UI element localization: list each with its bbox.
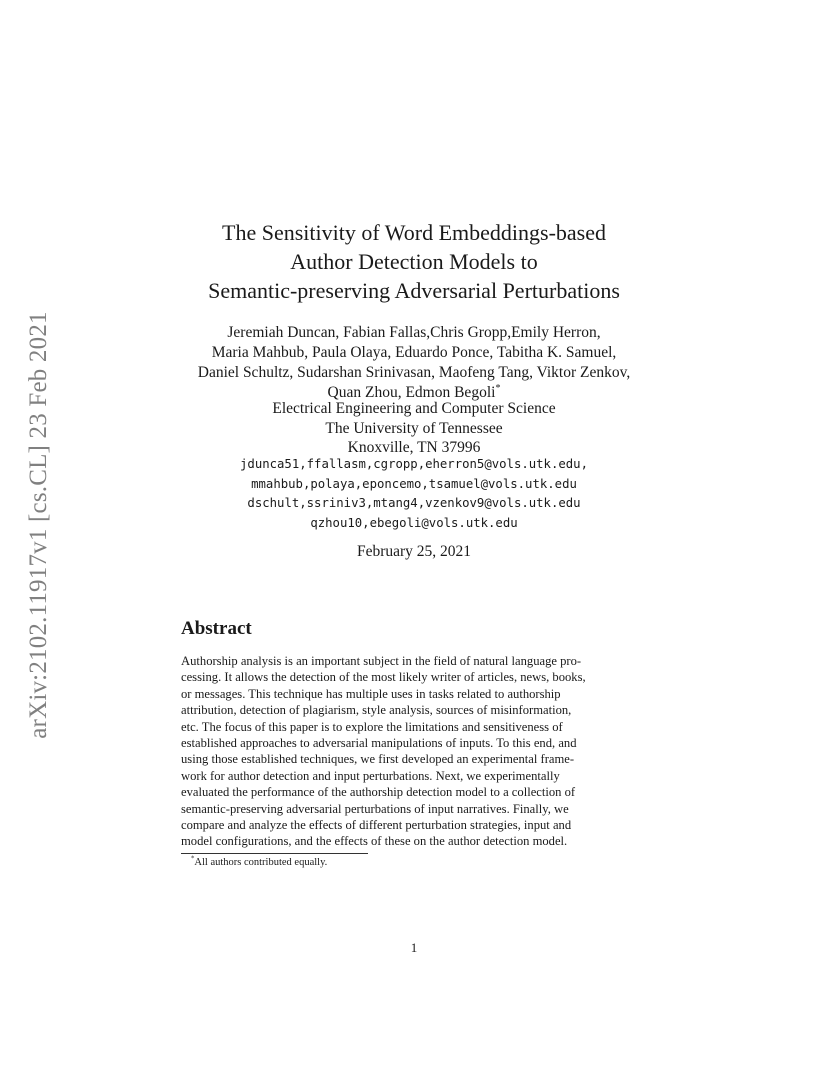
abstract-line: work for author detection and input perturbations. Next, we experimentally [181, 768, 560, 783]
abstract-line: model configurations, and the effects of these on the author detection model. [181, 834, 568, 849]
email-line: dschult,ssriniv3,mtang4,vzenkov9@vols.utk.edu [247, 496, 581, 510]
footnote-text: All authors contributed equally. [194, 857, 328, 868]
affiliation-department: Electrical Engineering and Computer Science [272, 400, 556, 417]
publication-date: February 25, 2021 [356, 543, 472, 560]
affiliation [0, 399, 828, 458]
author-footnote-mark: * [495, 382, 501, 394]
affiliation-location: Knoxville, TN 37996 [347, 439, 481, 456]
abstract-line: established approaches to adversarial manipulations of inputs. To this end, and [181, 736, 577, 751]
abstract-body [181, 653, 647, 850]
affiliation-university: The University of Tennessee [325, 419, 503, 437]
title-line: The Sensitivity of Word Embeddings-based [222, 220, 606, 245]
abstract-line: or messages. This technique has multiple uses in tasks related to authorship [181, 686, 561, 701]
email-line: mmahbub,polaya,eponcemo,tsamuel@vols.utk.edu [251, 476, 577, 491]
title-line: Semantic-preserving Adversarial Perturbations [208, 278, 620, 303]
abstract-line: evaluated the performance of the authorship detection model to a collection of [181, 785, 576, 800]
footnote-mark: * [191, 855, 195, 863]
email-line: qzhou10,ebegoli@vols.utk.edu [310, 515, 518, 530]
paper-title [0, 218, 828, 305]
author-line-text: Quan Zhou, Edmon Begoli [327, 384, 496, 401]
abstract-line: using those established techniques, we first developed an experimental frame- [181, 752, 575, 767]
abstract-line: Authorship analysis is an important subject in the field of natural language pro- [181, 654, 582, 668]
footnote-divider [181, 853, 368, 854]
email-line: jdunca51,ffallasm,cgropp,eherron5@vols.utk.edu, [240, 457, 588, 471]
footnote [191, 857, 327, 868]
abstract-line: attribution, detection of plagiarism, style analysis, sources of misinformation, [181, 703, 572, 718]
author-line: Daniel Schultz, Sudarshan Srinivasan, Maofeng Tang, Viktor Zenkov, [197, 364, 631, 381]
abstract-heading: Abstract [181, 618, 252, 639]
email-list [0, 455, 828, 533]
abstract-line: semantic-preserving adversarial perturbations of input narratives. Finally, we [181, 801, 569, 816]
title-line: Author Detection Models to [290, 249, 538, 274]
abstract-line: compare and analyze the effects of different perturbation strategies, input and [181, 818, 572, 833]
author-line: Maria Mahbub, Paula Olaya, Eduardo Ponce, Tabitha K. Samuel, [211, 344, 617, 361]
arxiv-identifier: arXiv:2102.11917v1 [cs.CL] 23 Feb 2021 [25, 311, 52, 739]
author-list [0, 323, 828, 403]
page-number: 1 [410, 940, 418, 955]
abstract-line: etc. The focus of this paper is to explore the limitations and sensitiveness of [181, 719, 563, 734]
abstract-line: cessing. It allows the detection of the most likely writer of articles, news, books, [181, 670, 586, 685]
author-line: Jeremiah Duncan, Fabian Fallas,Chris Gropp,Emily Herron, [227, 324, 601, 341]
